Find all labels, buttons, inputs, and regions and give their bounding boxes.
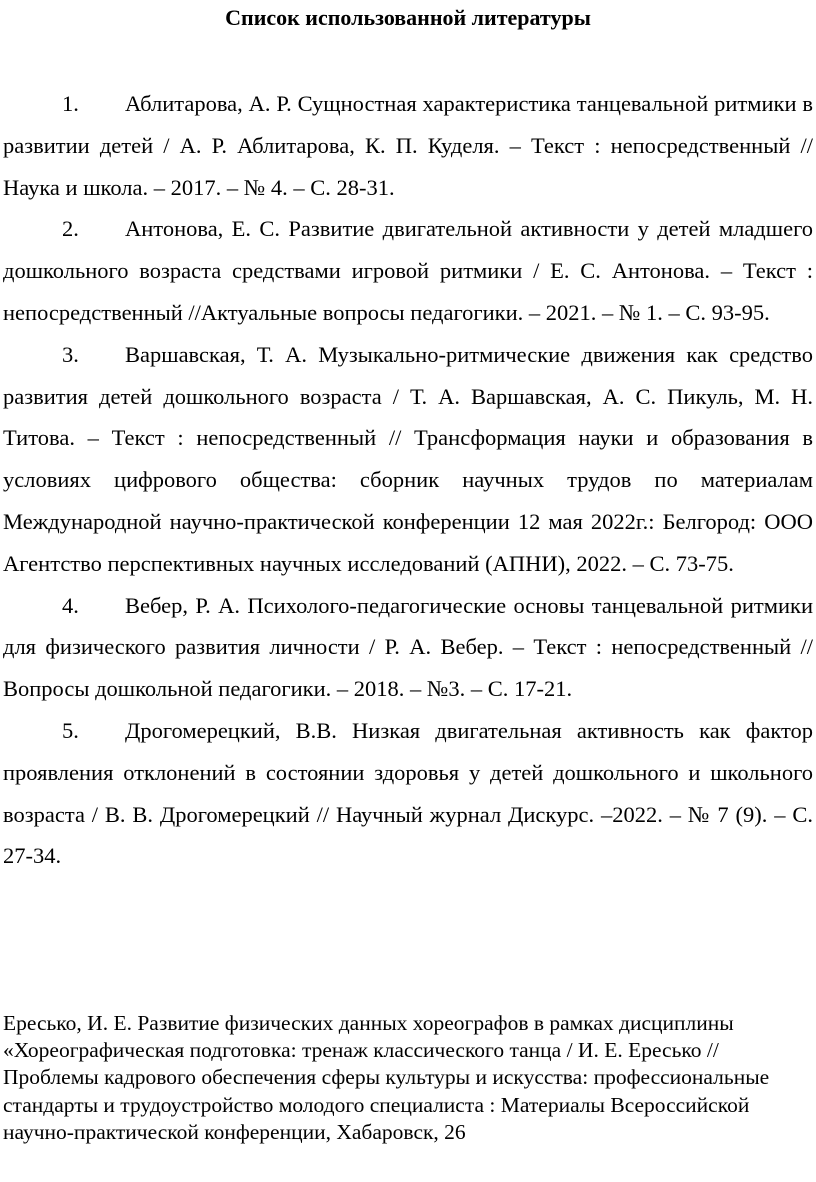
reference-list bbox=[3, 83, 813, 877]
reference-entry-3 bbox=[3, 334, 813, 585]
reference-text: Варшавская, Т. А. Музыкально-ритмические движения как средство развития детей дошкольного возраста / Т. А. Варшавская, А. С. Пикуль, М. Н. Титова. – Текст : непосредственный // Трансформация науки и образования в условиях цифрового общества: сборник научных трудов по материалам Международной научно-практической конференции 12 мая 2022г.: Белгород: ООО Агентство перспективных научных исследований (АПНИ), 2022. – С. 73-75. bbox=[3, 341, 813, 576]
reference-entry-1 bbox=[3, 83, 813, 208]
reference-entry-4 bbox=[3, 585, 813, 710]
reference-number: 3. bbox=[62, 341, 79, 367]
reference-text: Вебер, Р. А. Психолого-педагогические основы танцевальной ритмики для физического развития личности / Р. А. Вебер. – Текст : непосредственный // Вопросы дошкольной педагогики. – 2018. – №3. – С. 17-21. bbox=[3, 592, 813, 702]
page-title: Список использованной литературы bbox=[225, 5, 591, 30]
reference-text: Дрогомерецкий, В.В. Низкая двигательная активность как фактор проявления отклонений в состоянии здоровья у детей дошкольного и школьного возраста / В. В. Дрогомерецкий // Научный журнал Дискурс. –2022. – № 7 (9). – С. 27-34. bbox=[3, 717, 813, 869]
reference-entry-2 bbox=[3, 208, 813, 333]
reference-number: 5. bbox=[62, 717, 79, 743]
reference-number: 2. bbox=[62, 216, 79, 242]
reference-entry-unformatted: Ересько, И. Е. Развитие физических данных хореографов в рамках дисциплины «Хореографическая подготовка: тренаж классического танца / И. Е. Ересько // Проблемы кадрового обеспечения сферы культуры и искусства: профессиональные стандарты и трудоустройство молодого специалиста : Материалы Всероссийской научно-практической конференции, Хабаровск, 26 bbox=[3, 1011, 770, 1144]
reference-text: Аблитарова, А. Р. Сущностная характеристика танцевальной ритмики в развитии детей / А. Р. Аблитарова, К. П. Куделя. – Текст : непосредственный // Наука и школа. – 2017. – № 4. – С. 28-31. bbox=[3, 91, 813, 200]
reference-number: 1. bbox=[62, 91, 79, 116]
reference-entry-5 bbox=[3, 710, 813, 877]
reference-text: Антонова, Е. С. Развитие двигательной активности у детей младшего дошкольного возраста средствами игровой ритмики / Е. С. Антонова. – Текст : непосредственный //Актуальные вопросы педагогики. – 2021. – № 1. – С. 93-95. bbox=[3, 216, 813, 325]
reference-number: 4. bbox=[62, 592, 79, 618]
